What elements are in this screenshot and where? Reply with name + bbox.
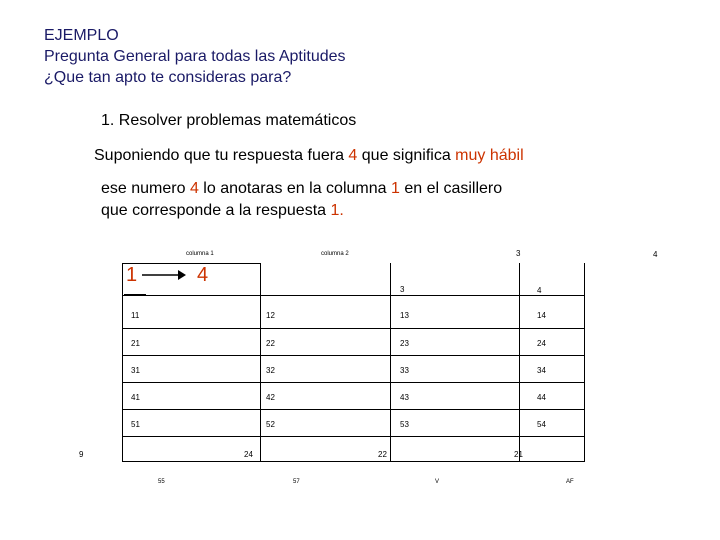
grid-line [123,295,584,296]
bottom-label: AF [566,479,574,485]
example-question-number: 1 [126,264,138,286]
table-cell: 34 [537,366,546,375]
table-cell: 4 [537,286,542,295]
table-cell: 51 [131,420,140,429]
grid-line [123,263,260,264]
table-cell: 21 [131,339,140,348]
answer-grid [122,263,585,462]
table-cell: 41 [131,393,140,402]
grid-line [390,263,391,461]
total-cell: 21 [514,450,523,459]
grid-line [123,328,584,329]
header-question: ¿Que tan apto te consideras para? [44,69,292,86]
explanation-text: que corresponde a la respuesta [101,202,331,219]
explanation-text: Suponiendo que tu respuesta fuera [94,147,349,164]
table-cell: 3 [400,285,405,294]
answer-value: 4 [348,147,358,164]
table-cell: 44 [537,393,546,402]
column-header-2: columna 2 [321,251,349,257]
total-cell: 24 [244,450,253,459]
grid-line [260,263,261,461]
column-number: 1 [390,180,400,197]
grid-line [123,355,584,356]
grid-line [123,382,584,383]
table-cell: 24 [537,339,546,348]
example-title: EJEMPLO [44,27,119,44]
table-cell: 22 [266,339,275,348]
table-cell: 14 [537,311,546,320]
example-underline [124,294,146,296]
table-cell: 43 [400,393,409,402]
bottom-label: 55 [158,479,165,485]
explanation-line-3 [101,202,344,220]
total-cell: 22 [378,450,387,459]
grid-line [123,409,584,410]
table-cell: 52 [266,420,275,429]
explanation-line-1 [94,147,524,165]
explanation-line-2 [101,180,502,198]
table-cell: 13 [400,311,409,320]
column-header-4: 4 [653,250,658,259]
table-cell: 53 [400,420,409,429]
explanation-text: lo anotaras en la columna [198,180,391,197]
answer-number: 1. [330,202,344,219]
table-cell: 11 [131,311,140,320]
header-subtitle: Pregunta General para todas las Aptitudes [44,48,346,65]
answer-value: 4 [189,180,199,197]
arrow-right-icon [140,268,186,282]
table-cell: 23 [400,339,409,348]
column-header-3: 3 [516,249,521,258]
table-cell: 42 [266,393,275,402]
grid-line [123,436,584,437]
example-question: 1. Resolver problemas matemáticos [101,112,357,129]
total-cell: 9 [79,450,84,459]
table-cell: 31 [131,366,140,375]
explanation-text: en el casillero [399,180,503,197]
column-header-1: columna 1 [186,251,214,257]
table-cell: 54 [537,420,546,429]
table-cell: 32 [266,366,275,375]
table-cell: 33 [400,366,409,375]
explanation-text: ese numero [101,180,190,197]
example-answer: 4 [197,264,209,286]
grid-line [519,263,520,461]
answer-meaning: muy hábil [455,147,524,164]
table-cell: 12 [266,311,275,320]
explanation-text: que significa [357,147,456,164]
bottom-label: 57 [293,479,300,485]
bottom-label: V [435,479,440,485]
